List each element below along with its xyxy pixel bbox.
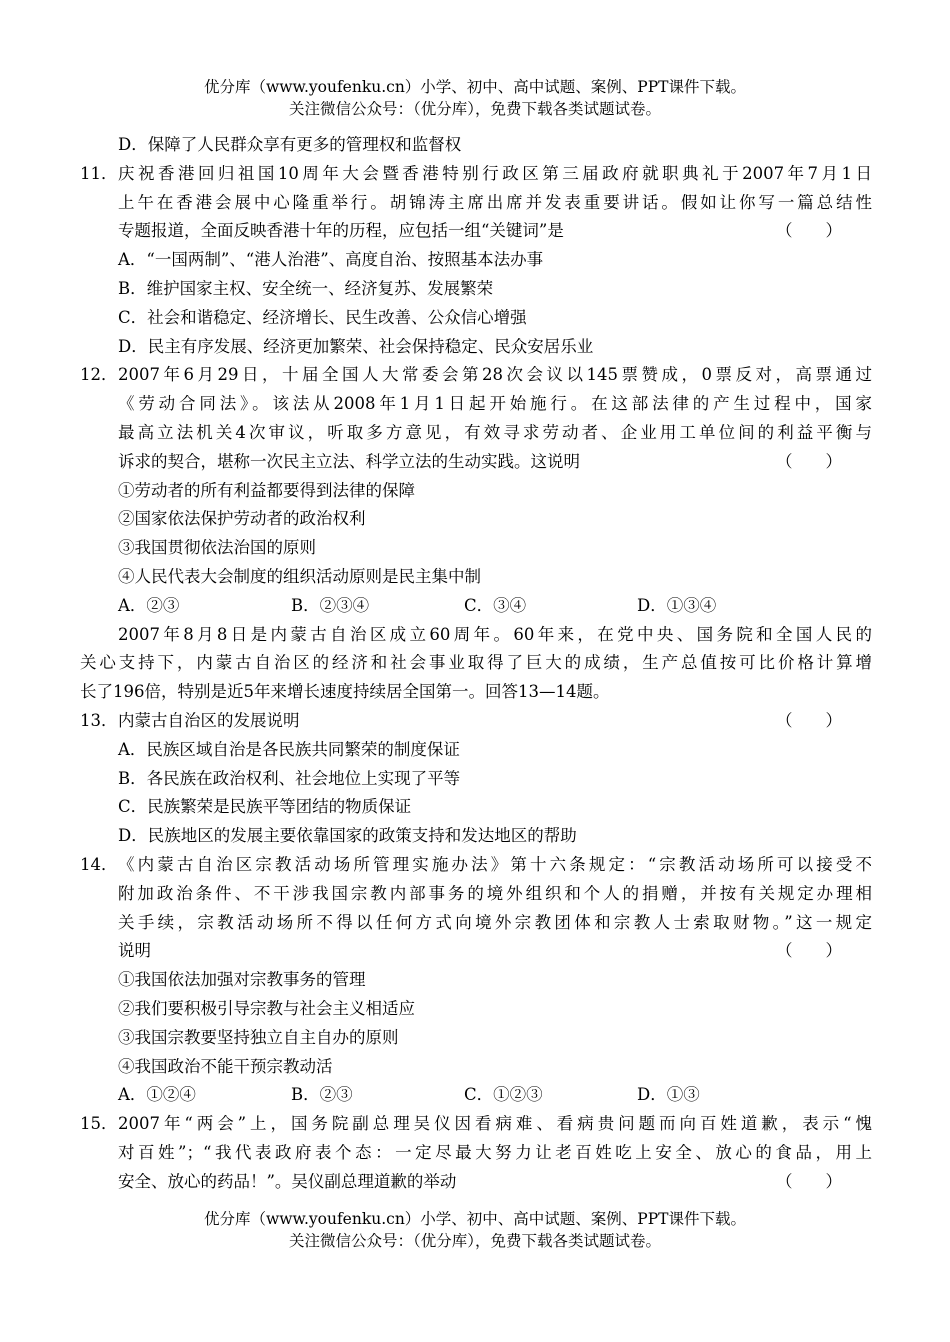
option-c: C．③④ bbox=[464, 595, 527, 615]
option-b: B．各民族在政治权利、社会地位上实现了平等 bbox=[118, 768, 461, 788]
statement-4: ④我国政治不能干预宗教动活 bbox=[118, 1056, 333, 1076]
question-stem-line: 诉求的契合，堪称一次民主立法、科学立法的生动实践。这说明 （ ） bbox=[118, 448, 872, 477]
option-b: B．维护国家主权、安全统一、经济复苏、发展繁荣 bbox=[118, 278, 494, 298]
question-stem-line: 附加政治条件、不干涉我国宗教内部事务的境外组织和个人的捐赠，并按有关规定办理相 bbox=[118, 883, 872, 903]
q10-option-d: D．保障了人民群众享有更多的管理权和监督权 bbox=[118, 135, 462, 154]
question-stem-line: 内蒙古自治区的发展说明 （ ） bbox=[118, 707, 872, 736]
option-d: D．①③④ bbox=[637, 595, 717, 615]
option-c: C．社会和谐稳定、经济增长、民生改善、公众信心增强 bbox=[118, 307, 527, 327]
question-number: 15． bbox=[80, 1114, 118, 1134]
question-stem-line: 2007年“两会”上，国务院副总理吴仪因看病难、看病贵问题而向百姓道歉，表示“愧 bbox=[118, 1114, 872, 1134]
question-stem-line: 上午在香港会展中心隆重举行。胡锦涛主席出席并发表重要讲话。假如让你写一篇总结性 bbox=[118, 192, 872, 212]
statement-1: ①我国依法加强对宗教事务的管理 bbox=[118, 970, 366, 990]
passage-line: 关心支持下，内蒙古自治区的经济和社会事业取得了巨大的成绩，生产总值按可比价格计算增 bbox=[80, 653, 872, 673]
question-13 bbox=[80, 707, 872, 736]
question-stem-line: 关手续，宗教活动场所不得以任何方式向境外宗教团体和宗教人士索取财物。”这一规定 bbox=[118, 912, 872, 932]
option-a: A．“一国两制”、“港人治港”、高度自治、按照基本法办事 bbox=[118, 250, 544, 270]
option-b: B．②③ bbox=[291, 1085, 353, 1105]
question-stem-line: 《内蒙古自治区宗教活动场所管理实施办法》第十六条规定：“宗教活动场所可以接受不 bbox=[118, 854, 872, 874]
option-c: C．①②③ bbox=[464, 1085, 543, 1105]
answer-options bbox=[80, 592, 872, 621]
question-12 bbox=[80, 361, 872, 476]
header-line-2: 关注微信公众号：（优分库），免费下载各类试题试卷。 bbox=[288, 100, 661, 118]
question-stem-line: 对百姓”；“我代表政府表个态：一定尽最大努力让老百姓吃上安全、放心的食品，用上 bbox=[118, 1142, 872, 1162]
passage-line: 长了196倍，特别是近5年来增长速度持续居全国第一。回答13—14题。 bbox=[80, 682, 610, 702]
page-header bbox=[0, 76, 950, 120]
answer-bracket: （ ） bbox=[776, 221, 842, 241]
question-number: 14． bbox=[80, 854, 118, 874]
passage-line: 2007年8月8日是内蒙古自治区成立60周年。60年来，在党中央、国务院和全国人民的 bbox=[118, 624, 872, 644]
exam-content bbox=[80, 131, 872, 1196]
option-d: D．民族地区的发展主要依靠国家的政策支持和发达地区的帮助 bbox=[118, 826, 577, 846]
shared-passage bbox=[80, 621, 872, 707]
footer-line-2: 关注微信公众号：（优分库），免费下载各类试题试卷。 bbox=[288, 1232, 661, 1250]
option-d: D．①③ bbox=[637, 1085, 700, 1105]
header-line-1: 优分库（www.youfenku.cn）小学、初中、高中试题、案例、PPT课件下载。 bbox=[203, 78, 747, 96]
option-a: A．①②④ bbox=[118, 1085, 196, 1105]
statement-3: ③我国宗教要坚持独立自主自办的原则 bbox=[118, 1027, 399, 1047]
question-number: 12． bbox=[80, 365, 118, 385]
question-stem-line: 《劳动合同法》。该法从2008年1月1日起开始施行。在这部法律的产生过程中，国家 bbox=[118, 394, 872, 414]
question-number: 11． bbox=[80, 163, 118, 183]
answer-bracket: （ ） bbox=[776, 710, 842, 730]
question-stem-line: 说明 （ ） bbox=[118, 937, 872, 966]
question-14 bbox=[80, 851, 872, 966]
question-stem-line: 专题报道，全面反映香港十年的历程，应包括一组“关键词”是 （ ） bbox=[118, 217, 872, 246]
option-a: A．民族区域自治是各民族共同繁荣的制度保证 bbox=[118, 739, 460, 759]
answer-bracket: （ ） bbox=[776, 941, 842, 961]
statement-3: ③我国贯彻依法治国的原则 bbox=[118, 538, 316, 558]
option-b: B．②③④ bbox=[291, 595, 370, 615]
statement-2: ②国家依法保护劳动者的政治权利 bbox=[118, 509, 366, 529]
page-footer bbox=[0, 1208, 950, 1252]
question-number: 13． bbox=[80, 710, 118, 730]
answer-bracket: （ ） bbox=[776, 451, 842, 471]
option-a: A．②③ bbox=[118, 595, 180, 615]
question-11 bbox=[80, 160, 872, 246]
question-stem-line: 安全、放心的药品！”。吴仪副总理道歉的举动 （ ） bbox=[118, 1168, 872, 1197]
answer-options bbox=[80, 1081, 872, 1110]
statement-4: ④人民代表大会制度的组织活动原则是民主集中制 bbox=[118, 566, 481, 586]
question-stem-line: 2007年6月29日，十届全国人大常委会第28次会议以145票赞成，0票反对，高票通过 bbox=[118, 365, 872, 385]
question-stem-line: 最高立法机关4次审议，听取多方意见，有效寻求劳动者、企业用工单位间的利益平衡与 bbox=[118, 422, 872, 442]
question-15 bbox=[80, 1110, 872, 1196]
answer-bracket: （ ） bbox=[776, 1171, 842, 1191]
option-d: D．民主有序发展、经济更加繁荣、社会保持稳定、民众安居乐业 bbox=[118, 336, 594, 356]
option-c: C．民族繁荣是民族平等团结的物质保证 bbox=[118, 797, 412, 817]
statement-2: ②我们要积极引导宗教与社会主义相适应 bbox=[118, 998, 415, 1018]
question-stem-line: 庆祝香港回归祖国10周年大会暨香港特别行政区第三届政府就职典礼于2007年7月1日 bbox=[118, 163, 872, 183]
statement-1: ①劳动者的所有利益都要得到法律的保障 bbox=[118, 480, 415, 500]
footer-line-1: 优分库（www.youfenku.cn）小学、初中、高中试题、案例、PPT课件下载。 bbox=[203, 1210, 747, 1228]
